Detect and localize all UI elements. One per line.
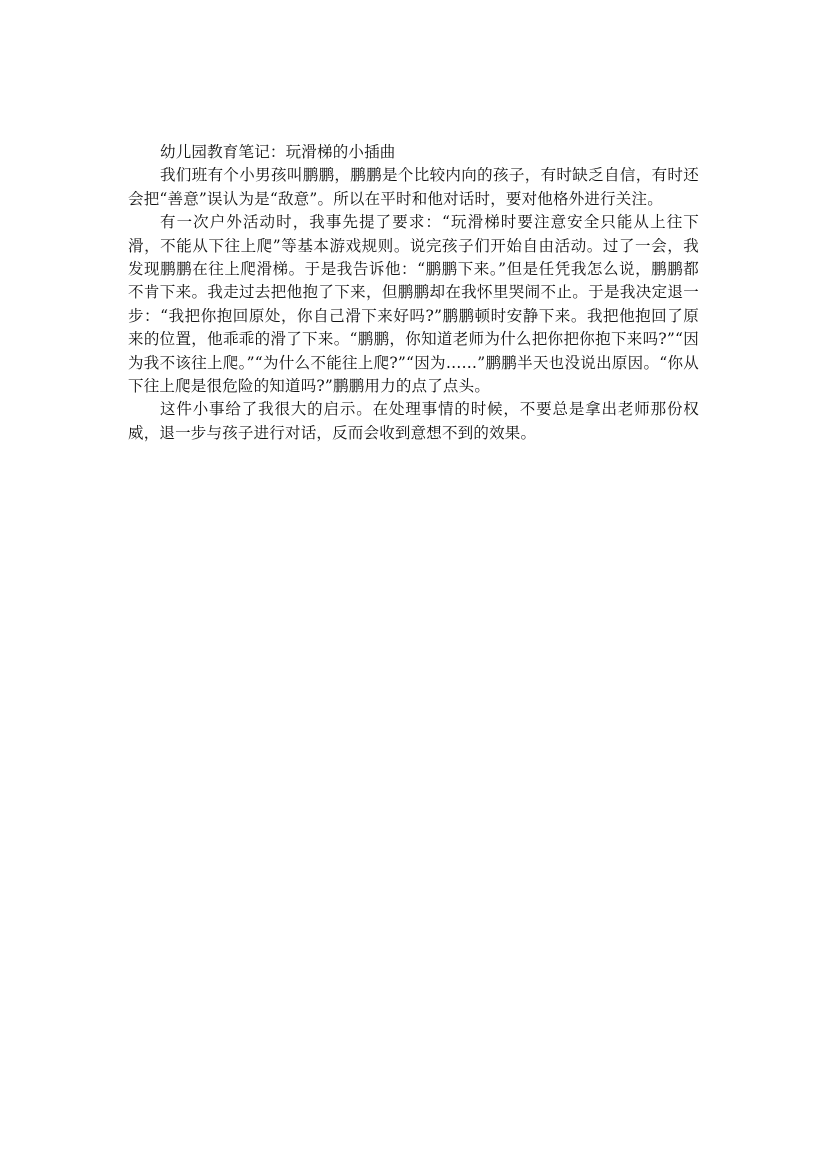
paragraph-1: 我们班有个小男孩叫鹏鹏，鹏鹏是个比较内向的孩子，有时缺乏自信，有时还会把“善意”误认为是“敌意”。所以在平时和他对话时，要对他格外进行关注。 <box>128 166 699 208</box>
paragraph-2: 有一次户外活动时，我事先提了要求：“玩滑梯时要注意安全只能从上往下滑，不能从下往上爬”等基本游戏规则。说完孩子们开始自由活动。过了一会，我发现鹏鹏在往上爬滑梯。于是我告诉他：“鹏鹏下来。”但是任凭我怎么说，鹏鹏都不肯下来。我走过去把他抱了下来，但鹏鹏却在我怀里哭闹不止。于是我决定退一步：“我把你抱回原处，你自己滑下来好吗?”鹏鹏顿时安静下来。我把他抱回了原来的位置，他乖乖的滑了下来。“鹏鹏，你知道老师为什么把你把你抱下来吗?”“因为我不该往上爬。”“为什么不能往上爬?”“因为……”鹏鹏半天也没说出原因。“你从下往上爬是很危险的知道吗?”鹏鹏用力的点了点头。 <box>128 213 699 396</box>
paragraph-3: 这件小事给了我很大的启示。在处理事情的时候，不要总是拿出老师那份权威，退一步与孩子进行对话，反而会收到意想不到的效果。 <box>128 400 699 442</box>
document-body <box>128 141 699 445</box>
document-title: 幼儿园教育笔记：玩滑梯的小插曲 <box>160 143 396 161</box>
